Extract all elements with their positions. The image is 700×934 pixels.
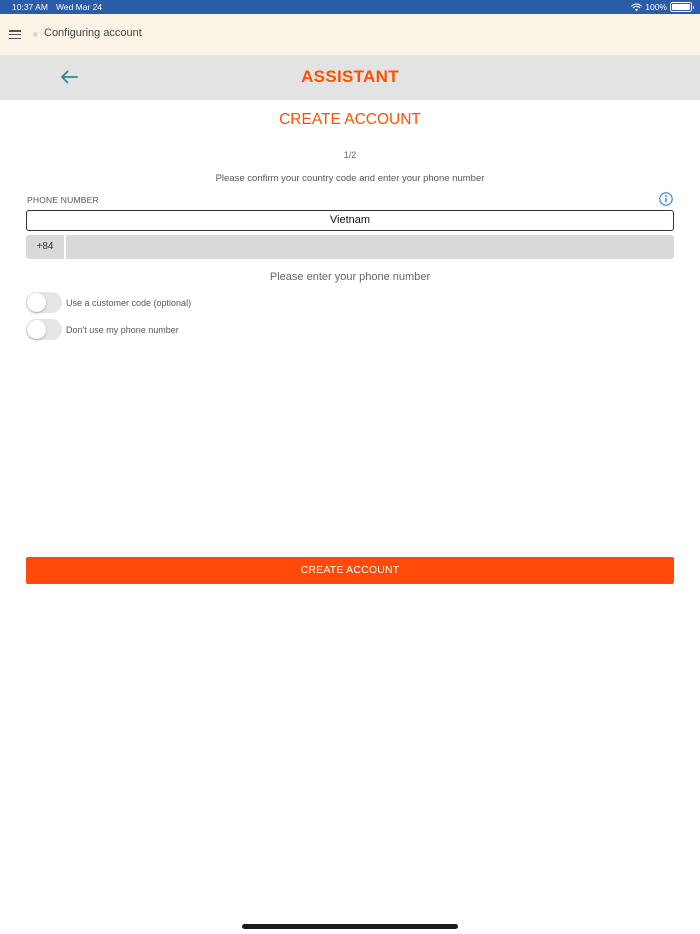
top-bar-title: Configuring account [44,27,142,39]
info-icon[interactable] [659,192,673,206]
home-indicator [242,924,458,929]
battery-percent: 100% [645,2,667,12]
create-account-button[interactable]: CREATE ACCOUNT [26,557,674,584]
customer-code-toggle[interactable] [26,292,62,313]
no-phone-label: Don't use my phone number [66,324,179,335]
step-indicator: 1/2 [343,150,357,160]
top-bar [0,14,700,55]
status-date: Wed Mar 24 [56,2,103,12]
customer-code-label: Use a customer code (optional) [66,297,192,308]
status-right [631,2,692,12]
no-phone-toggle[interactable] [26,319,62,340]
menu-icon[interactable] [9,30,21,39]
status-dot [33,32,38,37]
assistant-header [0,55,700,100]
phone-hint-text: Please enter your phone number [269,271,431,283]
country-code-field[interactable]: +84 [26,235,64,259]
assistant-title: ASSISTANT [301,67,399,86]
wifi-icon [631,3,642,12]
battery-icon [670,2,692,12]
status-time: 10:37 AM [12,2,48,12]
phone-number-label: PHONE NUMBER [27,195,99,205]
customer-code-row [26,292,191,313]
phone-number-input[interactable] [66,235,674,259]
instruction-text: Please confirm your country code and enter your phone number [215,173,485,184]
no-phone-row [26,319,179,340]
country-select[interactable]: Vietnam [26,210,674,231]
status-bar [0,0,700,14]
page-title: CREATE ACCOUNT [279,111,421,128]
